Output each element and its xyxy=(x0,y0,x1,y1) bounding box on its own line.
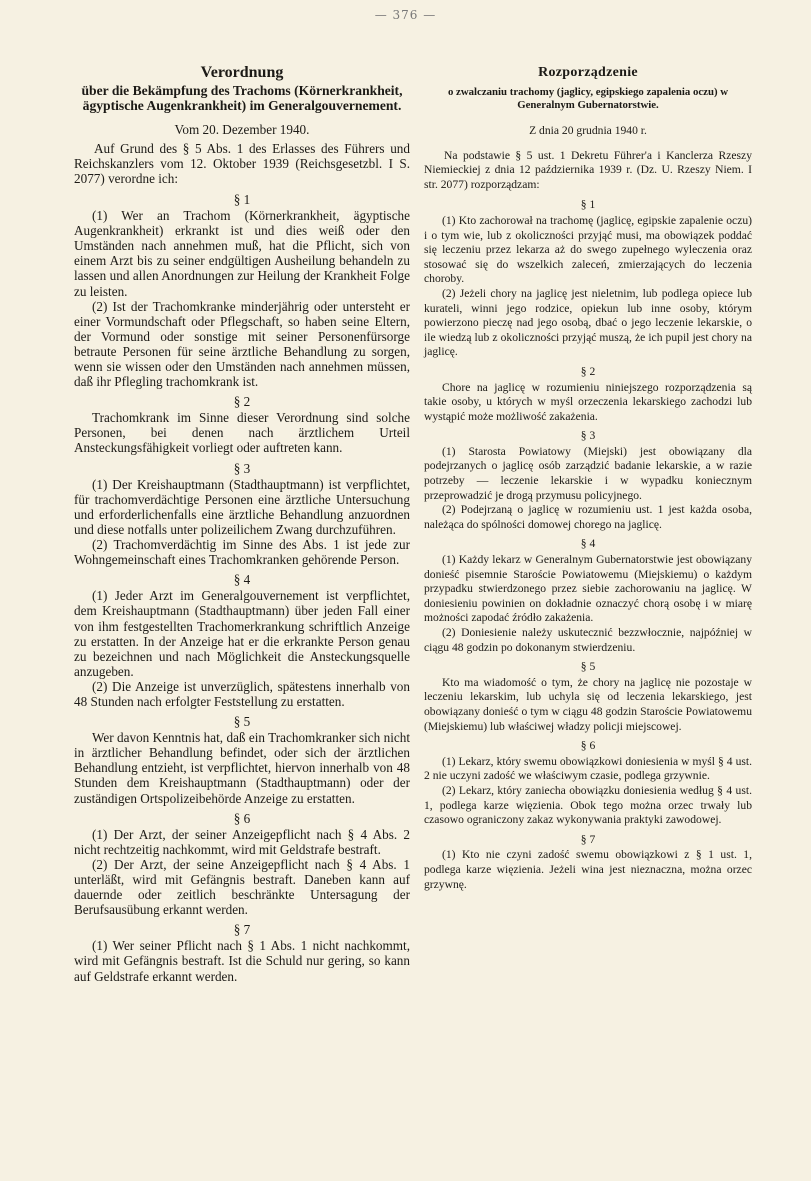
section-paragraph: (1) Każdy lekarz w Generalnym Gubernatorstwie jest obowiązany donieść pisemnie Staroście Powiatowemu (Miejskiemu) o każdym przypadku stwierdzonego przez siebie zachorowaniu na jaglicę. W doniesieniu powinien on dokładnie oznaczyć chorą osobę i w miarę możności zapodać źródło zakażenia. xyxy=(424,553,752,625)
section-5 xyxy=(424,660,752,734)
section-paragraph: Wer davon Kenntnis hat, daß ein Trachomkranker sich nicht in ärztlicher Behandlung befindet, oder sich der ärztlichen Behandlung entzieht, ist verpflichtet, hiervon innerhalb von 48 Stunden dem Kreishauptmann (Stadthauptmann) oder der zuständigen Ortspolizeibehörde Anzeige zu erstatten. xyxy=(74,730,410,806)
section-paragraph: (1) Der Arzt, der seiner Anzeigepflicht nach § 4 Abs. 2 nicht rechtzeitig nachkommt, wird mit Geldstrafe bestraft. xyxy=(74,826,410,857)
polish-sections xyxy=(424,198,752,892)
section-paragraph: (1) Wer an Trachom (Körnerkrankheit, ägyptische Augenkrankheit) erkrankt ist und dies weiß oder den Umständen nach annehmen muß, hat die Pflicht, sich von einem Arzt bis zu seiner endgültigen Ausheilung behandeln zu lassen und allen Anordnungen zur Heilung der Krankheit Folge zu leisten. xyxy=(74,208,410,299)
page-number: — 376 — xyxy=(374,8,437,22)
german-date: Vom 20. Dezember 1940. xyxy=(174,121,310,137)
polish-intro: Na podstawie § 5 ust. 1 Dekretu Führer'a i Kanclerza Rzeszy Niemieckiej z dnia 12 października 1939 r. (Dz. U. Rzeszy Niem. I str. 2077) rozporządzam: xyxy=(424,148,752,191)
section-paragraph: (1) Kto nie czyni zadość swemu obowiązkowi z § 1 ust. 1, podlega karze więzienia. Jeżeli wina jest nieznaczna, można orzec grzywnę. xyxy=(424,848,752,891)
section-5 xyxy=(74,714,410,806)
section-heading: § 6 xyxy=(580,739,596,753)
section-paragraph: (1) Wer seiner Pflicht nach § 1 Abs. 1 nicht nachkommt, wird mit Gefängnis bestraft. Ist die Schuld nur gering, so kann auf Geldstrafe erkannt werden. xyxy=(74,938,410,984)
section-paragraph: (1) Lekarz, który swemu obowiązkowi doniesienia w myśl § 4 ust. 2 nie uczyni zadość we właściwym czasie, podlega grzywnie. xyxy=(424,754,752,783)
section-paragraph: (2) Lekarz, który zaniecha obowiązku doniesienia według § 4 ust. 1, podlega karze więzienia. Obok tego można orzec trwały lub czasowo ograniczony zakaz wykonywania praktyki zawodowej. xyxy=(424,783,752,827)
section-paragraph: (2) Doniesienie należy uskutecznić bezzwłocznie, najpóźniej w ciągu 48 godzin po dokonanym stwierdzeniu. xyxy=(424,626,752,654)
polish-subtitle: o zwalczaniu trachomy (jaglicy, egipskiego zapalenia oczu) w Generalnym Gubernatorstwie. xyxy=(447,86,729,111)
section-paragraph: (2) Trachomverdächtig im Sinne des Abs. 1 ist jede zur Wohngemeinschaft eines Trachomkranken gehörende Person. xyxy=(74,537,410,568)
section-heading: § 5 xyxy=(580,660,596,674)
section-4 xyxy=(424,537,752,655)
column-divider xyxy=(416,64,417,924)
section-paragraph: (2) Jeżeli chory na jaglicę jest nieletnim, lub podlega opiece lub kurateli, winni jego rodzice, opiekun lub inne osoby, którym powierzono pieczę nad jego osobą, dbać o jego leczenie lekarskie, o ile wiedzą lub z okoliczności przyjąć muszą, że ich pupil jest chory na jaglicę. xyxy=(424,286,752,359)
section-heading: § 5 xyxy=(233,714,251,730)
section-heading: § 7 xyxy=(233,922,251,938)
section-heading: § 1 xyxy=(580,198,596,212)
german-sections xyxy=(74,192,410,984)
section-1 xyxy=(74,192,410,389)
section-heading: § 2 xyxy=(233,394,251,410)
section-paragraph: Kto ma wiadomość o tym, że chory na jaglicę nie pozostaje w leczeniu lekarskim, lub uchyla się od leczenia lekarskiego, jest obowiązany donieść o tym w ciągu 48 godzin Staroście Powiatowemu (Miejskiemu) lub właściwej władzy policji miejscowej. xyxy=(424,675,752,733)
section-7 xyxy=(424,833,752,892)
section-paragraph: (1) Starosta Powiatowy (Miejski) jest obowiązany dla podejrzanych o jaglicę osób zarządzić badanie lekarskie, a w razie potrzeby — leczenie lekarskie i w wypadku koniecznym przeprowadzić je drogą przymusu policyjnego. xyxy=(424,444,752,502)
section-3 xyxy=(74,461,410,568)
section-7 xyxy=(74,922,410,983)
section-heading: § 6 xyxy=(233,810,251,826)
german-title: Verordnung xyxy=(200,64,284,81)
section-heading: § 3 xyxy=(233,460,251,476)
polish-title: Rozporządzenie xyxy=(538,65,638,80)
section-heading: § 7 xyxy=(580,832,596,846)
section-6 xyxy=(424,739,752,828)
section-paragraph: Trachomkrank im Sinne dieser Verordnung sind solche Personen, bei denen nach ärztlichem Urteil Ansteckungsfähigkeit vorliegt oder auftreten kann. xyxy=(74,410,410,456)
section-heading: § 3 xyxy=(580,429,596,443)
section-1 xyxy=(424,198,752,360)
section-paragraph: (2) Der Arzt, der seine Anzeigepflicht nach § 4 Abs. 1 unterläßt, wird mit Gefängnis bestraft. Daneben kann auf dauernde oder zeitlich beschränkte Untersagung der Berufsausübung erkannt werden. xyxy=(74,856,410,918)
section-3 xyxy=(424,429,752,532)
section-heading: § 4 xyxy=(580,537,596,551)
section-heading: § 1 xyxy=(233,191,251,207)
section-4 xyxy=(74,572,410,709)
section-2 xyxy=(74,394,410,455)
section-paragraph: (2) Podejrzaną o jaglicę w rozumieniu ust. 1 jest każda osoba, należąca do spólności domowej chorego na jaglicę. xyxy=(424,503,752,531)
section-heading: § 4 xyxy=(233,572,251,588)
section-paragraph: (1) Jeder Arzt im Generalgouvernement ist verpflichtet, dem Kreishauptmann (Stadthauptmann) über jeden Fall einer von ihm festgestellten Trachomerkrankung schriftlich Anzeige zu erstatten. In der Anzeige hat er die erkrankte Person genau zu bezeichnen und nach Möglichkeit die Ansteckungsquelle anzugeben. xyxy=(74,588,410,679)
section-paragraph: (2) Die Anzeige ist unverzüglich, spätestens innerhalb von 48 Stunden nach erfolgter Feststellung zu erstatten. xyxy=(74,678,410,709)
section-paragraph: (1) Der Kreishauptmann (Stadthauptmann) ist verpflichtet, für trachomverdächtige Personen eine ärztliche Untersuchung und erforderlichenfalls eine ärztliche Behandlung anzuordnen und diese notfalls unter polizeilichem Zwang durchzuführen. xyxy=(74,476,410,537)
polish-date: Z dnia 20 grudnia 1940 r. xyxy=(529,124,647,137)
section-paragraph: (2) Ist der Trachomkranke minderjährig oder untersteht er einer Vormundschaft oder Pflegschaft, so haben seine Eltern, der Vormund oder sonstige mit seiner Personenfürsorge betraute Personen für seine ärztliche Behandlung zu sorgen, wenn sie wissen oder den Umständen nach annehmen müssen, daß ihr Pflegling trachomkrank ist. xyxy=(74,298,410,390)
section-heading: § 2 xyxy=(580,364,596,378)
section-paragraph: (1) Kto zachorował na trachomę (jaglicę, egipskie zapalenie oczu) i o tym wie, lub z okoliczności przyjąć musi, ma obowiązek poddać się leczeniu przez lekarza aż do swego zupełnego wyleczenia oraz stosować się do wszelkich zaleceń, zmierzających do leczenia choroby. xyxy=(424,213,752,286)
german-intro: Auf Grund des § 5 Abs. 1 des Erlasses des Führers und Reichskanzlers vom 12. Oktober 1939 (Reichsgesetzbl. I S. 2077) verordne ich: xyxy=(74,140,410,186)
german-subtitle: über die Bekämpfung des Trachoms (Körnerkrankheit, ägyptische Augenkrankheit) im Generalgouvernement. xyxy=(81,83,403,113)
section-6 xyxy=(74,811,410,918)
section-paragraph: Chore na jaglicę w rozumieniu niniejszego rozporządzenia są takie osoby, u których w myśl orzeczenia lekarskiego zachodzi lub wystąpić może możliwość zakażenia. xyxy=(424,380,752,423)
german-column xyxy=(74,64,410,989)
section-2 xyxy=(424,365,752,424)
polish-column xyxy=(424,64,752,897)
